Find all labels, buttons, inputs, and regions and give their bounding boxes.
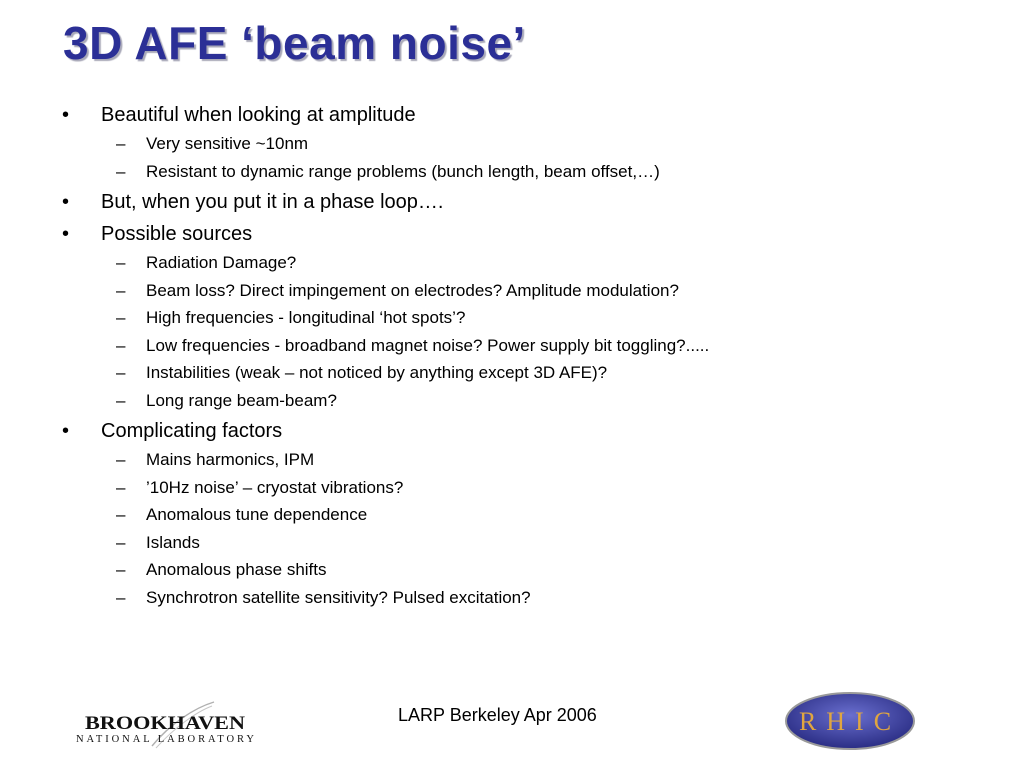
bullet-text: Complicating factors (101, 420, 283, 442)
sub-bullet-item (0, 277, 1024, 305)
sub-bullet-item (0, 130, 1024, 158)
sub-bullet-item (0, 501, 1024, 529)
bullet-text: But, when you put it in a phase loop…. (101, 191, 444, 213)
sub-bullet-item (0, 158, 1024, 186)
bullet-marker: • (62, 191, 70, 213)
sub-bullet-item (0, 249, 1024, 277)
bullet-item (0, 219, 1024, 249)
slide-title: 3D AFE ‘beam noise’ (63, 17, 526, 69)
sub-bullet-item (0, 556, 1024, 584)
footer-text: LARP Berkeley Apr 2006 (398, 705, 597, 725)
dash-marker: – (116, 477, 126, 497)
bullet-marker: • (62, 104, 70, 126)
bullet-text: Resistant to dynamic range problems (bunch length, beam offset,…) (146, 161, 660, 181)
bullet-item (0, 416, 1024, 446)
bullet-text: Mains harmonics, IPM (146, 450, 315, 469)
bullet-marker: • (62, 420, 70, 442)
sub-bullet-item (0, 584, 1024, 612)
dash-marker: – (116, 532, 126, 552)
bullet-text: Anomalous tune dependence (146, 505, 368, 524)
dash-marker: – (116, 363, 126, 382)
bullet-text: Long range beam-beam? (146, 390, 337, 410)
sub-bullet-item (0, 387, 1024, 415)
rhic-letters: RHIC (798, 707, 902, 736)
sub-bullet-item (0, 474, 1024, 502)
dash-marker: – (116, 161, 126, 181)
bnl-subtitle: NATIONAL LABORATORY (76, 734, 254, 745)
dash-marker: – (116, 450, 126, 469)
dash-marker: – (116, 505, 126, 524)
dash-marker: – (116, 390, 126, 410)
bullet-text: ’10Hz noise’ – cryostat vibrations? (146, 477, 404, 497)
bullet-text: Islands (146, 532, 200, 552)
bullet-list (0, 98, 1024, 611)
bullet-text: Low frequencies - broadband magnet noise? Power supply bit toggling?..... (146, 335, 710, 355)
bullet-text: Beautiful when looking at amplitude (101, 104, 416, 126)
bullet-text: Instabilities (weak – not noticed by anything except 3D AFE)? (146, 363, 608, 382)
bullet-text: Beam loss? Direct impingement on electrodes? Amplitude modulation? (146, 280, 679, 300)
dash-marker: – (116, 335, 126, 355)
bullet-text: High frequencies - longitudinal ‘hot spots’? (146, 308, 466, 327)
bullet-text: Possible sources (101, 223, 253, 245)
dash-marker: – (116, 253, 126, 272)
bullet-marker: • (62, 223, 70, 245)
dash-marker: – (116, 560, 126, 579)
sub-bullet-item (0, 529, 1024, 557)
dash-marker: – (116, 134, 126, 153)
bullet-item (0, 100, 1024, 130)
brookhaven-logo (74, 696, 264, 756)
sub-bullet-item (0, 332, 1024, 360)
bullet-text: Synchrotron satellite sensitivity? Pulsed excitation? (146, 587, 531, 607)
bnl-wordmark: BROOKHAVEN (85, 713, 246, 734)
bullet-text: Anomalous phase shifts (146, 560, 327, 579)
dash-marker: – (116, 280, 126, 300)
dash-marker: – (116, 587, 126, 607)
rhic-logo (783, 690, 917, 752)
sub-bullet-item (0, 359, 1024, 387)
sub-bullet-item (0, 304, 1024, 332)
bullet-text: Radiation Damage? (146, 253, 297, 272)
bullet-item (0, 187, 1024, 217)
sub-bullet-item (0, 446, 1024, 474)
dash-marker: – (116, 308, 126, 327)
bullet-text: Very sensitive ~10nm (146, 134, 309, 153)
